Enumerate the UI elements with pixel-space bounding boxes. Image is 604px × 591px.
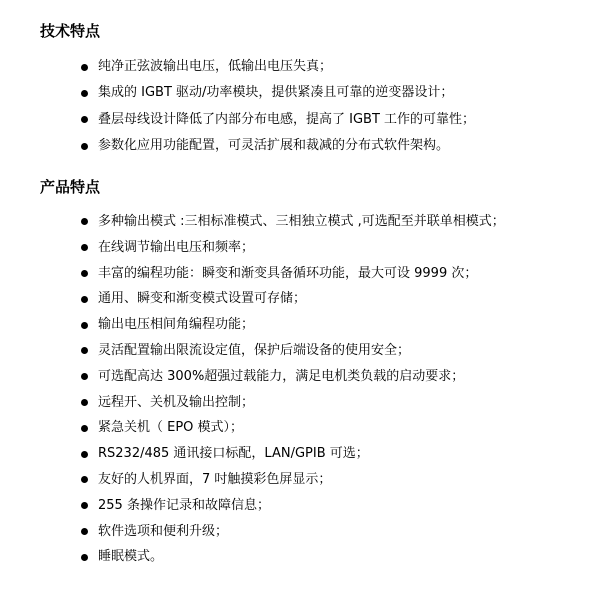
list-item [40, 133, 595, 159]
bullet-icon [81, 218, 88, 225]
tech-features-section [40, 20, 595, 159]
list-item [40, 80, 595, 106]
list-item-text: 集成的 IGBT 驱动/功率模块，提供紧凑且可靠的逆变器设计； [98, 85, 454, 101]
list-item [40, 286, 595, 312]
list-item-text: 友好的人机界面，7 吋触摸彩色屏显示； [98, 471, 332, 487]
list-item [40, 338, 595, 364]
list-item [40, 467, 595, 493]
bullet-icon [81, 270, 88, 277]
tech-features-list [40, 54, 595, 159]
list-item-text: 丰富的编程功能：瞬变和渐变具备循环功能，最大可设 9999 次； [98, 265, 478, 281]
list-item-text: 紧急关机（ EPO 模式）； [98, 420, 244, 436]
list-item [40, 390, 595, 416]
list-item-text: 可选配高达 300%超强过载能力，满足电机类负载的启动要求； [98, 368, 465, 384]
bullet-icon [81, 373, 88, 380]
list-item [40, 415, 595, 441]
list-item-text: 通用、瞬变和渐变模式设置可存储； [98, 291, 307, 307]
list-item [40, 493, 595, 519]
bullet-icon [81, 399, 88, 406]
bullet-icon [81, 554, 88, 561]
tech-features-heading: 技术特点 [40, 22, 101, 40]
list-item-text: 软件选项和便利升级； [98, 523, 229, 539]
bullet-icon [81, 322, 88, 329]
list-item-text: 灵活配置输出限流设定值，保护后端设备的使用安全； [98, 342, 411, 358]
list-item [40, 312, 595, 338]
list-item-text: 255 条操作记录和故障信息； [98, 497, 270, 513]
list-item-text: 输出电压相间角编程功能； [98, 317, 255, 333]
bullet-icon [81, 425, 88, 432]
list-item [40, 209, 595, 235]
list-item [40, 544, 595, 570]
list-item-text: 在线调节输出电压和频率； [98, 239, 255, 255]
bullet-icon [81, 476, 88, 483]
bullet-icon [81, 64, 88, 71]
bullet-icon [81, 528, 88, 535]
list-item-text: RS232/485 通讯接口标配，LAN/GPIB 可选； [98, 446, 369, 462]
bullet-icon [81, 347, 88, 354]
bullet-icon [81, 244, 88, 251]
bullet-icon [81, 116, 88, 123]
product-features-heading: 产品特点 [40, 178, 101, 196]
list-item [40, 364, 595, 390]
list-item [40, 235, 595, 261]
bullet-icon [81, 451, 88, 458]
list-item [40, 261, 595, 287]
list-item-text: 纯净正弦波输出电压，低输出电压失真； [98, 59, 333, 74]
bullet-icon [81, 296, 88, 303]
list-item-text: 远程开、关机及输出控制； [98, 394, 255, 410]
list-item [40, 441, 595, 467]
list-item [40, 54, 595, 80]
list-item [40, 519, 595, 545]
bullet-icon [81, 90, 88, 97]
product-features-section [40, 176, 595, 570]
list-item-text: 睡眠模式。 [98, 549, 164, 565]
list-item-text: 叠层母线设计降低了内部分布电感，提高了 IGBT 工作的可靠性； [98, 111, 476, 127]
bullet-icon [81, 143, 88, 150]
list-item-text: 多种输出模式 :三相标准模式、三相独立模式 ,可选配至并联单相模式； [98, 214, 505, 229]
list-item-text: 参数化应用功能配置，可灵活扩展和裁减的分布式软件架构。 [98, 137, 450, 153]
list-item [40, 107, 595, 133]
product-features-list [40, 209, 595, 570]
bullet-icon [81, 502, 88, 509]
